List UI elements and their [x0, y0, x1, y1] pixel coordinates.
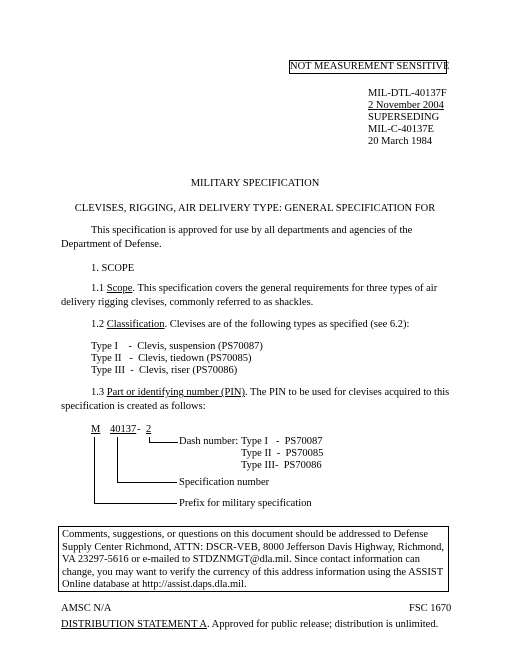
doc-number: MIL-DTL-40137F: [368, 88, 447, 99]
distribution-text: . Approved for public release; distribution is unlimited.: [206, 619, 439, 630]
para-1-3-number: 1.3: [91, 387, 105, 398]
spec-leader-horizontal: [117, 482, 177, 483]
spec-type-title: MILITARY SPECIFICATION: [190, 178, 320, 189]
type-list-item: Type III - Clevis, riser (PS70086): [91, 365, 238, 376]
type-list-item: Type II - Clevis, tiedown (PS70085): [91, 353, 252, 364]
scope-paragraph-1-2: [61, 318, 454, 332]
comments-text: Comments, suggestions, or questions on this document should be addressed to Defense Supply Center Richmond, ATTN: DSCR-VEB, 8000 Jefferson Davis Highway, Richmond, VA 23297-5616 or e-mailed to STDZNMGT@dla.mil. Since contact information can change, you may want to verify the currency of this address information using the ASSIST Online database at http://assist.daps.dla.mil.: [62, 529, 445, 590]
spec-number-label: Specification number: [179, 477, 270, 488]
dash-type-item: Type III- PS70086: [241, 460, 322, 471]
pin-dash: -: [137, 424, 141, 435]
para-1-3-text: . The PIN to be used for clevises acquired to this specification is created as follows:: [61, 387, 450, 412]
scope-paragraph-1-3: [61, 386, 454, 414]
superseding-label: SUPERSEDING: [368, 112, 440, 123]
dash-type-item: Type II - PS70085: [241, 448, 324, 459]
not-measurement-sensitive-label: NOT MEASUREMENT SENSITIVE: [290, 61, 450, 72]
para-1-2-text: . Clevises are of the following types as specified (see 6.2):: [164, 319, 410, 330]
pin-prefix: M: [91, 424, 101, 435]
pin-dash-number: 2: [146, 424, 152, 435]
para-1-1-number: 1.1: [91, 283, 105, 294]
prefix-label: Prefix for military specification: [179, 498, 312, 509]
pin-spec-number: 40137: [110, 424, 137, 435]
dash-leader-horizontal: [149, 442, 178, 443]
para-1-2-number: 1.2: [91, 319, 105, 330]
dash-type-item: Type I - PS70087: [241, 436, 323, 447]
superseded-date: 20 March 1984: [368, 136, 433, 147]
spec-leader-vertical: [117, 437, 118, 483]
fsc-label: FSC 1670: [409, 603, 452, 614]
prefix-leader-horizontal: [94, 503, 177, 504]
scope-heading: 1. SCOPE: [91, 263, 135, 274]
para-1-3-title: Part or identifying number (PIN): [106, 387, 245, 398]
para-1-1-text: . This specification covers the general requirements for three types of air delivery rigging clevises, commonly referred to as shackles.: [61, 283, 438, 308]
superseded-number: MIL-C-40137E: [368, 124, 434, 135]
comments-box: [58, 526, 449, 592]
scope-paragraph-1-1: [61, 282, 454, 310]
prefix-leader-vertical: [94, 437, 95, 504]
para-1-1-title: Scope: [106, 283, 133, 294]
para-1-2-title: Classification: [106, 319, 165, 330]
type-list-item: Type I - Clevis, suspension (PS70087): [91, 341, 263, 352]
amsc-label: AMSC N/A: [61, 603, 112, 614]
dash-number-label: Dash number:: [179, 436, 239, 447]
distribution-title: DISTRIBUTION STATEMENT A: [61, 619, 207, 630]
not-measurement-sensitive-box: [289, 60, 450, 74]
distribution-statement: [61, 619, 438, 631]
doc-date: 2 November 2004: [368, 100, 444, 111]
spec-subject-title: CLEVISES, RIGGING, AIR DELIVERY TYPE: GENERAL SPECIFICATION FOR: [74, 203, 436, 214]
approval-statement: This specification is approved for use by all departments and agencies of the Department of Defense.: [61, 225, 413, 250]
